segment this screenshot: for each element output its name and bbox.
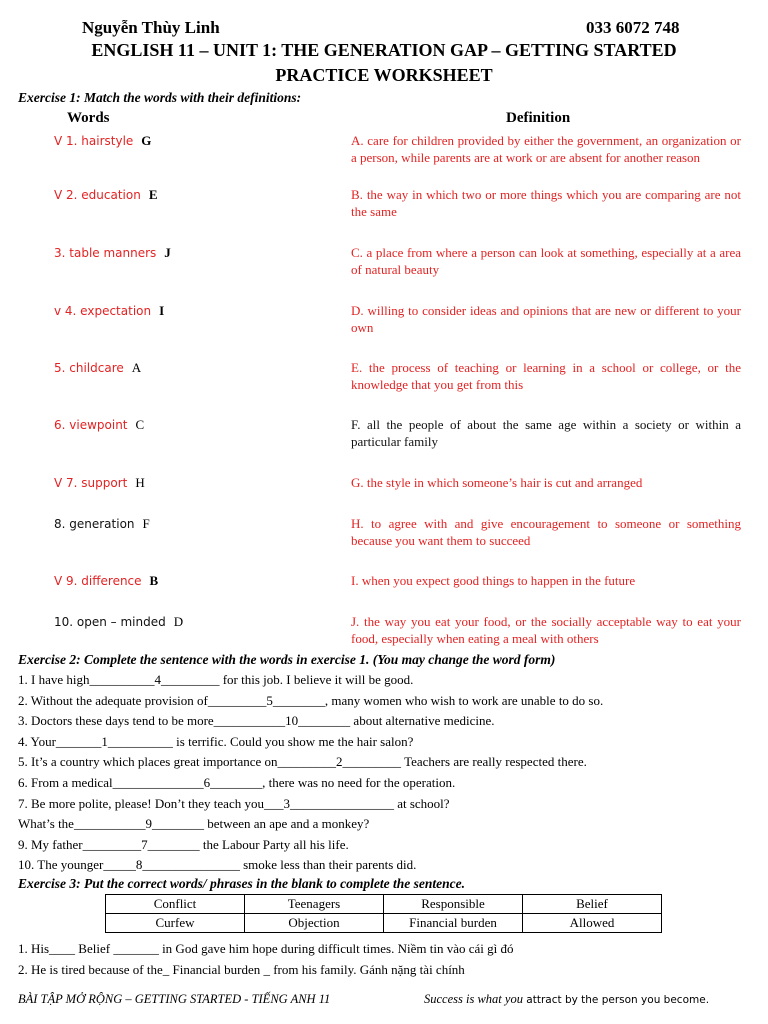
phone-number: 033 6072 748: [586, 18, 680, 37]
sentence-line: What’s the___________9________ between an ape and a monkey?: [18, 816, 370, 832]
word-item: [54, 245, 171, 261]
exercise3-title: Exercise 3: Put the correct words/ phrases in the blank to complete the sentence.: [18, 876, 465, 891]
check-mark: V: [54, 134, 67, 148]
definition-item: A. care for children provided by either the government, an organization or a person, while parents are at work or are absent for another reason: [351, 133, 741, 165]
answer-letter: D: [173, 614, 184, 629]
definition-item: B. the way in which two or more things which you are comparing are not the same: [351, 187, 741, 219]
word-item: [54, 303, 164, 319]
sentence-line: 7. Be more polite, please! Don’t they teach you___3________________ at school?: [18, 795, 450, 811]
footer-quote-italic: Success is what you: [424, 992, 523, 1006]
word-bank-cell: Teenagers: [245, 895, 384, 914]
sentence-line: 6. From a medical______________6________, there was no need for the operation.: [18, 775, 456, 790]
footer-left-text: BÀI TẬP MỞ RỘNG – GETTING STARTED - TIẾNG ANH 11: [18, 992, 331, 1006]
words-column-header: Words: [67, 110, 110, 126]
word-item: [54, 573, 158, 589]
exercise3-sentence: 2. He is tired because of the_ Financial burden _ from his family. Gánh nặng tài chính: [18, 962, 465, 977]
answer-letter: E: [148, 187, 158, 202]
footer-quote-plain: attract by the person you become.: [522, 994, 710, 1006]
word-bank-row: [106, 914, 662, 933]
check-mark: V: [54, 574, 67, 588]
word-label: 7. support: [66, 476, 128, 490]
check-mark: V: [54, 188, 67, 202]
answer-letter: G: [141, 133, 152, 148]
sentence-line: 2. Without the adequate provision of_________5________, many women who wish to work are unable to do so.: [18, 692, 604, 708]
answer-letter: H: [135, 475, 145, 490]
check-mark: v: [54, 304, 65, 318]
answer-letter: I: [159, 303, 165, 318]
word-bank-cell: Curfew: [106, 914, 245, 933]
sentence-line: 1. I have high__________4_________ for this job. I believe it will be good.: [18, 672, 414, 687]
definition-column-header: Definition: [506, 110, 571, 126]
word-item: [54, 360, 141, 376]
answer-letter: J: [164, 245, 171, 260]
definition-item: I. when you expect good things to happen in the future: [351, 573, 636, 588]
sentence-line: 5. It’s a country which places great importance on_________2_________ Teachers are really respected there.: [18, 754, 587, 770]
word-bank-cell: Financial burden: [384, 914, 523, 933]
footer-quote: [424, 992, 709, 1007]
word-label: 6. viewpoint: [54, 418, 128, 432]
word-item: [54, 187, 158, 203]
word-label: 9. difference: [66, 574, 142, 588]
exercise3-sentence: 1. His____ Belief _______ in God gave him hope during difficult times. Niềm tin vào cái gì đó: [18, 941, 514, 956]
page-subtitle: PRACTICE WORKSHEET: [275, 65, 493, 85]
author-name: Nguyễn Thùy Linh: [82, 18, 220, 37]
word-label: 1. hairstyle: [66, 134, 134, 148]
word-label: 5. childcare: [54, 361, 124, 375]
word-bank-cell: Responsible: [384, 895, 523, 914]
word-item: [54, 417, 144, 433]
answer-letter: F: [142, 516, 150, 531]
word-item: [54, 516, 150, 532]
definition-item: G. the style in which someone’s hair is cut and arranged: [351, 475, 643, 490]
word-label: 2. education: [66, 188, 141, 202]
answer-letter: C: [135, 417, 145, 432]
word-bank-cell: Belief: [523, 895, 662, 914]
answer-letter: A: [131, 360, 142, 375]
definition-item: E. the process of teaching or learning in a school or college, or the knowledge that you get from this: [351, 360, 741, 392]
definition-item: H. to agree with and give encouragement to someone or something because you want them to succeed: [351, 516, 741, 548]
definition-item: F. all the people of about the same age within a society or within a particular family: [351, 417, 741, 449]
page-title: ENGLISH 11 – UNIT 1: THE GENERATION GAP – GETTING STARTED: [91, 40, 677, 60]
definition-item: D. willing to consider ideas and opinions that are new or different to your own: [351, 303, 741, 335]
word-label: 4. expectation: [64, 304, 152, 318]
definition-item: C. a place from where a person can look at something, especially at a area of natural beauty: [351, 245, 741, 277]
word-bank-cell: Allowed: [523, 914, 662, 933]
word-bank-cell: Objection: [245, 914, 384, 933]
exercise1-title: Exercise 1: Match the words with their definitions:: [18, 90, 302, 105]
word-item: [54, 475, 145, 491]
word-bank-cell: Conflict: [106, 895, 245, 914]
word-bank-table: [105, 894, 662, 933]
word-label: 3. table manners: [54, 246, 157, 260]
word-label: 8. generation: [54, 517, 135, 531]
sentence-line: 10. The younger_____8_______________ smoke less than their parents did.: [18, 857, 417, 873]
check-mark: V: [54, 476, 67, 490]
sentence-line: 9. My father_________7________ the Labour Party all his life.: [18, 836, 349, 852]
sentence-line: 3. Doctors these days tend to be more___________10________ about alternative medicine.: [18, 713, 495, 729]
word-bank-row: [106, 895, 662, 914]
word-item: [54, 614, 183, 630]
word-label: 10. open – minded: [54, 615, 166, 629]
exercise2-title: Exercise 2: Complete the sentence with the words in exercise 1. (You may change the word form): [18, 652, 556, 667]
definition-item: J. the way you eat your food, or the socially acceptable way to eat your food, especially when eating a meal with others: [351, 614, 741, 646]
answer-letter: B: [149, 573, 159, 588]
sentence-line: 4. Your_______1__________ is terrific. Could you show me the hair salon?: [18, 733, 414, 749]
word-item: [54, 133, 151, 149]
